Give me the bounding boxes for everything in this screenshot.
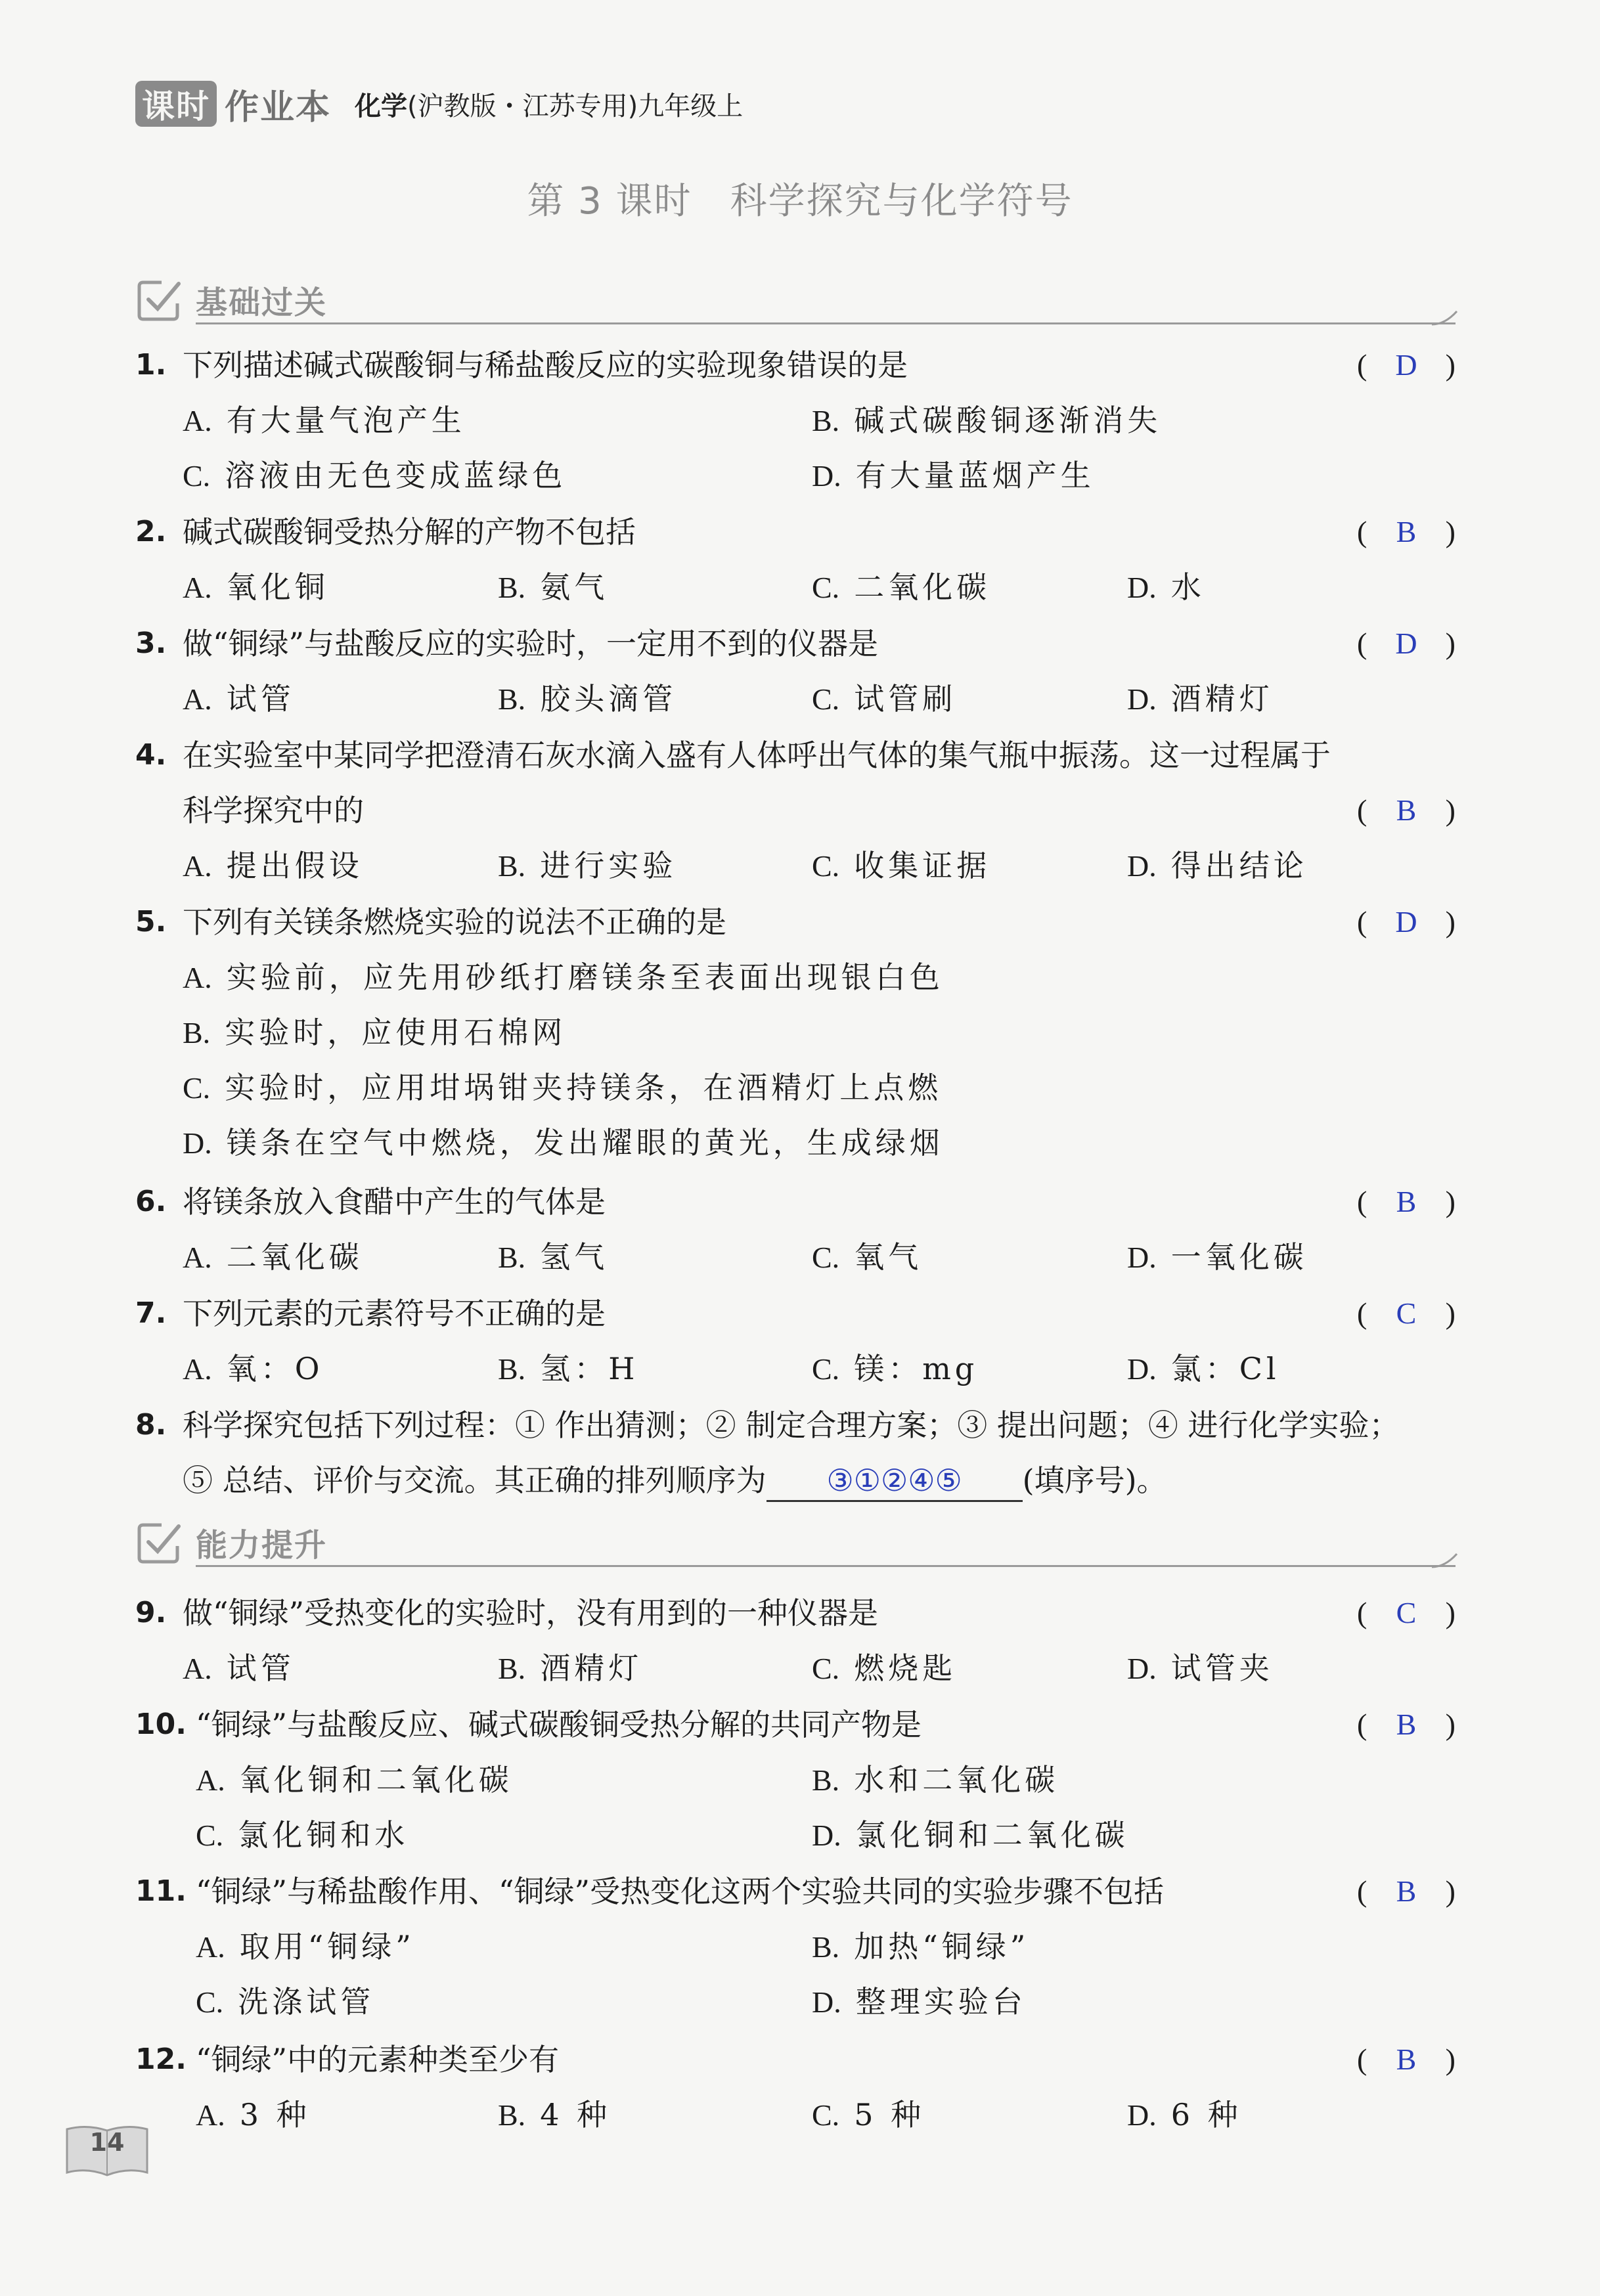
answer-slot bbox=[1357, 1697, 1456, 1752]
answer-slot bbox=[1357, 616, 1456, 671]
question-2 bbox=[135, 504, 1456, 615]
question-4 bbox=[135, 728, 1456, 893]
answer-slot bbox=[1357, 2032, 1456, 2087]
option-a: A. 氧化铜和二氧化碳 bbox=[196, 1762, 513, 1798]
question-stem: 下列描述碱式碳酸铜与稀盐酸反应的实验现象错误的是 bbox=[183, 347, 908, 383]
checkbox-check-icon bbox=[135, 277, 183, 322]
section-divider bbox=[196, 1565, 1456, 1567]
option-d: D. 镁条在空气中燃烧，发出耀眼的黄光，生成绿烟 bbox=[183, 1125, 944, 1160]
question-stem: 碱式碳酸铜受热分解的产物不包括 bbox=[183, 514, 636, 550]
option-b: B. 氢：H bbox=[498, 1351, 639, 1386]
question-number: 7. bbox=[135, 1296, 167, 1330]
question-stem: 做“铜绿”与盐酸反应的实验时，一定用不到的仪器是 bbox=[183, 626, 879, 661]
page-header bbox=[135, 77, 743, 130]
answer-value: D bbox=[1395, 348, 1417, 382]
question-10 bbox=[135, 1697, 1456, 1863]
divider-flourish-icon bbox=[1432, 1553, 1458, 1568]
paren-open: ( bbox=[1357, 1296, 1367, 1330]
answer-slot bbox=[1357, 504, 1456, 560]
question-number: 2. bbox=[135, 515, 167, 548]
option-b: B. 水和二氧化碳 bbox=[812, 1762, 1059, 1798]
fill-blank-answer: ③①②④⑤ bbox=[767, 1461, 1023, 1502]
section-label: 能力提升 bbox=[196, 1527, 328, 1564]
option-c: C. 镁：mg bbox=[812, 1351, 979, 1386]
answer-slot bbox=[1357, 338, 1456, 393]
question-3 bbox=[135, 616, 1456, 726]
option-a: A. 二氧化碳 bbox=[183, 1239, 363, 1275]
option-b: B. 4 种 bbox=[498, 2097, 611, 2132]
question-9 bbox=[135, 1585, 1456, 1696]
answer-slot bbox=[1357, 1585, 1456, 1641]
answer-value: C bbox=[1396, 1596, 1417, 1629]
section-advanced bbox=[135, 1517, 1456, 1567]
section-divider bbox=[196, 322, 1456, 324]
answer-value: B bbox=[1396, 1708, 1417, 1741]
option-c: C. 洗涤试管 bbox=[196, 1984, 375, 2020]
question-stem: “铜绿”中的元素种类至少有 bbox=[196, 2042, 560, 2077]
question-number: 8. bbox=[135, 1408, 167, 1442]
answer-slot bbox=[1357, 1864, 1456, 1919]
answer-slot bbox=[1357, 1174, 1456, 1229]
option-d: D. 氯：Cl bbox=[1127, 1351, 1280, 1386]
option-c: C. 实验时，应用坩埚钳夹持镁条，在酒精灯上点燃 bbox=[183, 1070, 943, 1105]
answer-value: D bbox=[1395, 627, 1417, 660]
question-stem: 将镁条放入食醋中产生的气体是 bbox=[183, 1184, 606, 1220]
paren-open: ( bbox=[1357, 793, 1367, 827]
option-a: A. 试管 bbox=[183, 681, 295, 717]
brand-logo-box: 课时 bbox=[135, 81, 217, 127]
question-6 bbox=[135, 1174, 1456, 1285]
option-c: C. 溶液由无色变成蓝绿色 bbox=[183, 458, 567, 493]
option-d: D. 试管夹 bbox=[1127, 1650, 1274, 1686]
option-d: D. 6 种 bbox=[1127, 2097, 1242, 2132]
section-label: 基础过关 bbox=[196, 284, 328, 321]
option-a: A. 取用“铜绿” bbox=[196, 1929, 415, 1964]
section-basic bbox=[135, 275, 1456, 324]
option-d: D. 氯化铜和二氧化碳 bbox=[812, 1817, 1129, 1853]
question-7 bbox=[135, 1286, 1456, 1396]
option-c: C. 收集证据 bbox=[812, 848, 991, 883]
divider-flourish-icon bbox=[1432, 310, 1458, 326]
answer-value: B bbox=[1396, 2042, 1417, 2076]
option-d: D. 整理实验台 bbox=[812, 1984, 1027, 2020]
option-a: A. 有大量气泡产生 bbox=[183, 403, 466, 438]
option-b: B. 碱式碳酸铜逐渐消失 bbox=[812, 403, 1162, 438]
option-a: A. 3 种 bbox=[196, 2097, 311, 2132]
answer-value: B bbox=[1396, 515, 1417, 548]
question-stem: 下列元素的元素符号不正确的是 bbox=[183, 1296, 606, 1331]
option-d: D. 水 bbox=[1127, 569, 1205, 605]
option-c: C. 二氧化碳 bbox=[812, 569, 991, 605]
option-b: B. 加热“铜绿” bbox=[812, 1929, 1030, 1964]
option-a: A. 氧化铜 bbox=[183, 569, 329, 605]
paren-open: ( bbox=[1357, 2042, 1367, 2076]
question-number: 11. bbox=[135, 1874, 187, 1908]
option-b: B. 氨气 bbox=[498, 569, 609, 605]
paren-open: ( bbox=[1357, 1708, 1367, 1741]
book-subject bbox=[355, 85, 743, 123]
option-d: D. 酒精灯 bbox=[1127, 681, 1274, 717]
option-a: A. 氧：O bbox=[183, 1351, 324, 1386]
question-number: 4. bbox=[135, 738, 167, 772]
paren-close: ) bbox=[1445, 1296, 1456, 1330]
subject-name: 化学 bbox=[355, 91, 408, 121]
answer-value: B bbox=[1396, 793, 1417, 827]
paren-open: ( bbox=[1357, 1596, 1367, 1629]
paren-close: ) bbox=[1445, 1874, 1456, 1908]
question-number: 9. bbox=[135, 1596, 167, 1629]
question-stem-cont: 科学探究中的 bbox=[183, 793, 364, 828]
paren-close: ) bbox=[1445, 1708, 1456, 1741]
answer-value: C bbox=[1396, 1296, 1417, 1330]
question-stem: 科学探究包括下列过程：① 作出猜测；② 制定合理方案；③ 提出问题；④ 进行化学实验； bbox=[183, 1407, 1400, 1443]
paren-close: ) bbox=[1445, 2042, 1456, 2076]
paren-open: ( bbox=[1357, 348, 1367, 382]
subject-edition: (沪教版・江苏专用)九年级上 bbox=[407, 91, 744, 121]
question-number: 12. bbox=[135, 2042, 187, 2076]
option-a: A. 试管 bbox=[183, 1650, 295, 1686]
question-8 bbox=[135, 1398, 1456, 1508]
paren-open: ( bbox=[1357, 905, 1367, 938]
question-12 bbox=[135, 2032, 1456, 2142]
option-b: B. 胶头滴管 bbox=[498, 681, 677, 717]
option-b: B. 实验时，应使用石棉网 bbox=[183, 1015, 567, 1050]
question-number: 10. bbox=[135, 1708, 187, 1741]
answer-slot bbox=[1357, 894, 1456, 950]
lesson-title: 第 3 课时 科学探究与化学符号 bbox=[527, 180, 1073, 223]
question-number: 3. bbox=[135, 627, 167, 660]
paren-open: ( bbox=[1357, 627, 1367, 660]
stem-after-blank: (填序号)。 bbox=[1022, 1463, 1167, 1498]
brand-title: 作业本 bbox=[225, 87, 332, 127]
question-5 bbox=[135, 894, 1456, 1170]
answer-slot bbox=[1357, 1286, 1456, 1341]
option-a: A. 提出假设 bbox=[183, 848, 363, 883]
option-a: A. 实验前，应先用砂纸打磨镁条至表面出现银白色 bbox=[183, 960, 944, 995]
paren-close: ) bbox=[1445, 348, 1456, 382]
option-c: C. 5 种 bbox=[812, 2097, 925, 2132]
question-stem-cont bbox=[183, 1453, 1167, 1508]
stem-before-blank: ⑤ 总结、评价与交流。其正确的排列顺序为 bbox=[183, 1463, 767, 1498]
answer-slot bbox=[1357, 783, 1456, 838]
question-1 bbox=[135, 338, 1456, 503]
question-number: 6. bbox=[135, 1185, 167, 1218]
paren-close: ) bbox=[1445, 1185, 1456, 1218]
option-d: D. 有大量蓝烟产生 bbox=[812, 458, 1095, 493]
paren-open: ( bbox=[1357, 1874, 1367, 1908]
question-number: 5. bbox=[135, 905, 167, 938]
question-stem: 在实验室中某同学把澄清石灰水滴入盛有人体呼出气体的集气瓶中振荡。这一过程属于 bbox=[183, 738, 1331, 773]
answer-value: B bbox=[1396, 1874, 1417, 1908]
answer-value: B bbox=[1396, 1185, 1417, 1218]
option-c: C. 氯化铜和水 bbox=[196, 1817, 409, 1853]
question-stem: “铜绿”与稀盐酸作用、“铜绿”受热变化这两个实验共同的实验步骤不包括 bbox=[196, 1874, 1165, 1909]
checkbox-check-icon bbox=[135, 1520, 183, 1564]
paren-close: ) bbox=[1445, 627, 1456, 660]
paren-close: ) bbox=[1445, 793, 1456, 827]
option-c: C. 氧气 bbox=[812, 1239, 923, 1275]
option-b: B. 氢气 bbox=[498, 1239, 609, 1275]
option-b: B. 酒精灯 bbox=[498, 1650, 643, 1686]
option-c: C. 试管刷 bbox=[812, 681, 957, 717]
question-stem: 下列有关镁条燃烧实验的说法不正确的是 bbox=[183, 904, 726, 940]
paren-close: ) bbox=[1445, 1596, 1456, 1629]
paren-open: ( bbox=[1357, 1185, 1367, 1218]
option-d: D. 得出结论 bbox=[1127, 848, 1308, 883]
question-stem: 做“铜绿”受热变化的实验时，没有用到的一种仪器是 bbox=[183, 1595, 879, 1631]
answer-value: D bbox=[1395, 905, 1417, 938]
option-b: B. 进行实验 bbox=[498, 848, 677, 883]
option-d: D. 一氧化碳 bbox=[1127, 1239, 1308, 1275]
question-number: 1. bbox=[135, 348, 167, 382]
paren-close: ) bbox=[1445, 515, 1456, 548]
paren-close: ) bbox=[1445, 905, 1456, 938]
question-11 bbox=[135, 1864, 1456, 2029]
question-stem: “铜绿”与盐酸反应、碱式碳酸铜受热分解的共同产物是 bbox=[196, 1707, 922, 1742]
option-c: C. 燃烧匙 bbox=[812, 1650, 957, 1686]
paren-open: ( bbox=[1357, 515, 1367, 548]
page-number: 14 bbox=[89, 2128, 125, 2157]
